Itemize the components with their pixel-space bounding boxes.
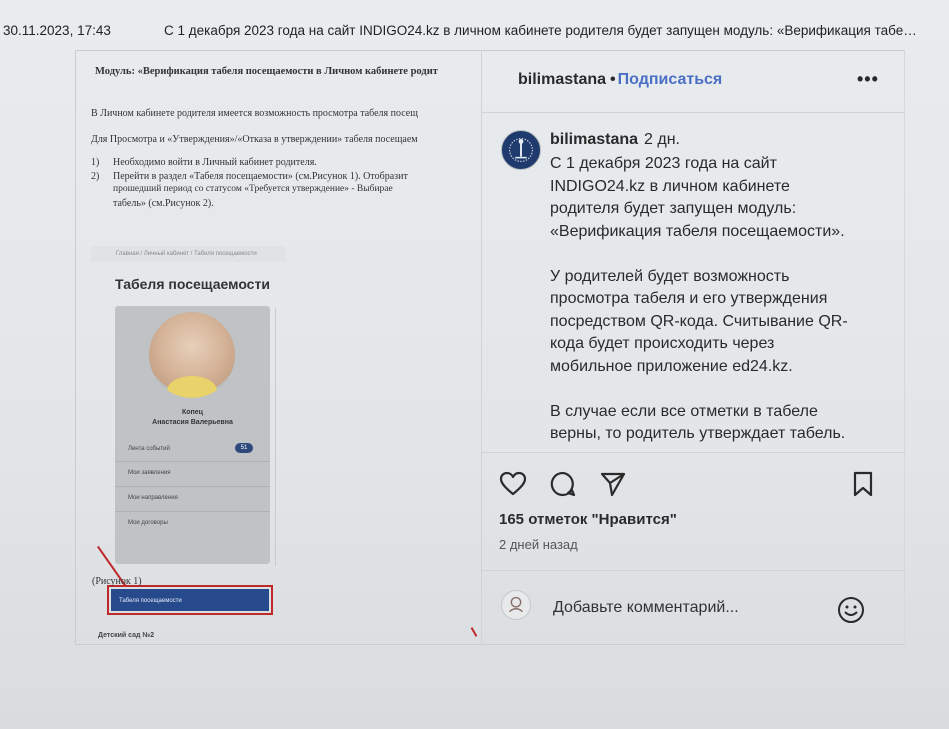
- account-name[interactable]: bilimastana: [518, 71, 607, 88]
- highlighted-menu-item: [107, 585, 273, 615]
- post-header: bilimastana • Подписаться: [518, 71, 723, 88]
- breadcrumb: Главная / Личный кабинет / Табеля посещаемости: [91, 246, 286, 262]
- print-datetime: 30.11.2023, 17:43: [3, 23, 111, 38]
- subscribe-button[interactable]: Подписаться: [617, 71, 723, 88]
- instagram-panel: [481, 50, 905, 645]
- doc-paragraph: Для Просмотра и «Утверждения»/«Отказа в утверждении» табеля посещаем: [91, 134, 418, 145]
- doc-footer: Детский сад №2: [98, 632, 155, 639]
- document-image: [75, 50, 480, 645]
- doc-list-item: 2) Перейти в раздел «Табеля посещаемости» (см.Рисунок 1). Отобразит: [91, 171, 408, 182]
- menu-item-applications: Мои заявления: [128, 470, 171, 476]
- post-caption: [550, 153, 895, 468]
- card-fullname: Анастасия Валерьевна: [152, 419, 233, 426]
- figure-caption: (Рисунок 1): [92, 576, 142, 587]
- post-time: 2 дн.: [644, 131, 680, 148]
- post-date: 2 дней назад: [499, 537, 578, 552]
- bookmark-icon[interactable]: [849, 470, 877, 498]
- menu-item-attendance: Табеля посещаемости: [111, 589, 269, 611]
- doc-list-item: прошедший период со статусом «Требуется утверждение» - Выбирае: [113, 184, 393, 194]
- menu-item-referrals: Мои направления: [128, 495, 178, 501]
- events-badge: 51: [235, 443, 253, 453]
- caption-paragraph: В случае если все отметки в табеле верны, то родитель утверждает табель.: [550, 402, 846, 442]
- profile-card: [115, 306, 270, 564]
- comment-input[interactable]: Добавьте комментарий...: [553, 599, 739, 616]
- likes-count[interactable]: 165 отметок "Нравится": [499, 511, 677, 528]
- emblem-icon: [502, 591, 530, 619]
- more-horizontal-icon[interactable]: •••: [857, 69, 879, 89]
- doc-list-item: 1) Необходимо войти в Личный кабинет родителя.: [91, 157, 317, 168]
- comment-icon[interactable]: [549, 470, 577, 498]
- heart-icon[interactable]: [499, 470, 527, 498]
- menu-item-events: Лента событий: [128, 446, 170, 452]
- doc-paragraph: В Личном кабинете родителя имеется возможность просмотра табеля посещ: [91, 108, 418, 119]
- menu-item-contracts: Мои договоры: [128, 520, 168, 526]
- print-title: С 1 декабря 2023 года на сайт INDIGO24.kz в личном кабинете родителя будет запущен модуль: «Верификация табе…: [164, 23, 917, 38]
- emoji-icon[interactable]: [836, 595, 866, 625]
- caption-paragraph: С 1 декабря 2023 года на сайт INDIGO24.kz в личном кабинете родителя будет запущен модуль: «Верификация табеля посещаемости».: [550, 155, 845, 240]
- caption-paragraph: У родителей будет возможность просмотра табеля и его утверждения посредством QR-кода. Считывание QR- кода будет происходить через мобильное приложение ed24.kz.: [550, 267, 848, 375]
- emblem-icon: [502, 131, 540, 169]
- user-avatar: [501, 590, 531, 620]
- doc-list-item: табель» (см.Рисунок 2).: [113, 198, 214, 209]
- card-surname: Копец: [182, 409, 203, 416]
- section-title: Табеля посещаемости: [115, 276, 270, 292]
- post-meta: [550, 131, 680, 149]
- share-icon[interactable]: [599, 470, 627, 498]
- post-username[interactable]: bilimastana: [550, 131, 639, 148]
- child-photo: [149, 312, 235, 398]
- print-header: [3, 23, 943, 43]
- doc-title: Модуль: «Верификация табеля посещаемости в Личном кабинете родит: [95, 66, 438, 77]
- account-avatar[interactable]: [501, 130, 541, 170]
